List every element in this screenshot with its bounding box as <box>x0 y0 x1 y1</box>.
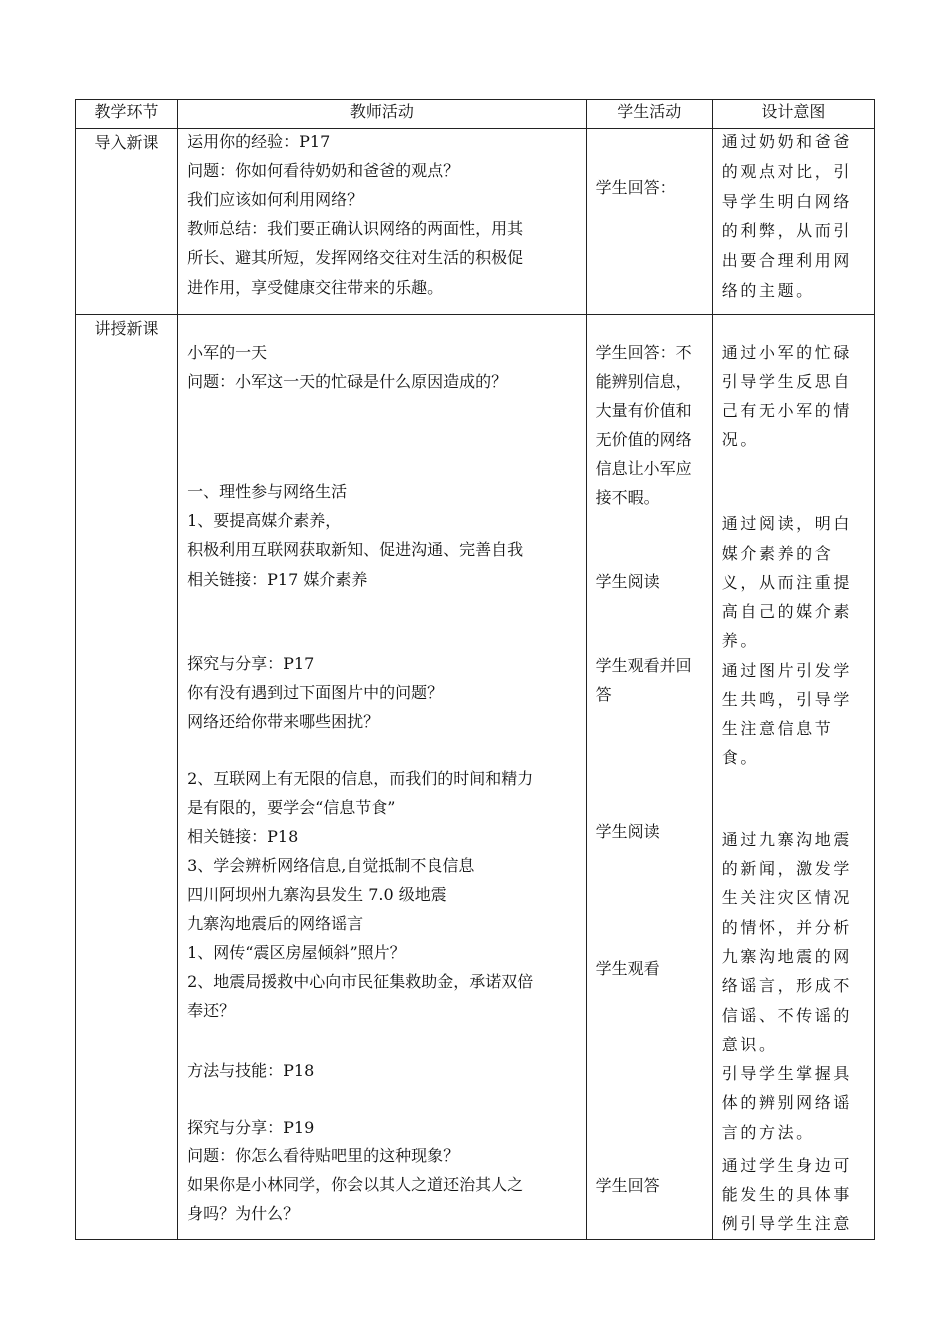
student-line: 学生阅读 <box>595 572 660 591</box>
intent-line: 生注意信息节 <box>721 719 834 738</box>
stage-cell: 讲授新课 <box>76 315 178 1240</box>
teacher-line: 探究与分享：P17 <box>187 654 315 673</box>
intent-line: 的新闻，激发学 <box>721 859 852 878</box>
teacher-line: 探究与分享：P19 <box>187 1118 315 1137</box>
student-activity-cell <box>586 315 712 1240</box>
intent-line: 意识。 <box>721 1035 778 1054</box>
teacher-line: 方法与技能：P18 <box>187 1061 315 1080</box>
intent-line: 的情怀，并分析 <box>721 918 852 937</box>
teacher-line: 2、地震局援救中心向市民征集救助金，承诺双倍 <box>187 972 534 991</box>
teacher-line: 奉还？ <box>187 1001 236 1020</box>
teacher-line: 问题：你如何看待奶奶和爸爸的观点？ <box>187 161 460 180</box>
teacher-line: 2、互联网上有无限的信息，而我们的时间和精力 <box>187 769 534 788</box>
teacher-line: 我们应该如何利用网络？ <box>187 190 364 209</box>
student-activity-cell <box>586 129 712 315</box>
teacher-activity-cell <box>178 315 587 1240</box>
design-intent-cell <box>712 315 874 1240</box>
student-line: 学生回答 <box>595 1176 660 1195</box>
intent-line: 信谣、不传谣的 <box>721 1006 852 1025</box>
teacher-line: 身吗？为什么？ <box>187 1204 300 1223</box>
teacher-line: 九寨沟地震后的网络谣言 <box>187 914 364 933</box>
intent-line: 的利弊，从而引 <box>721 221 852 240</box>
teacher-line: 相关链接：P18 <box>187 827 299 846</box>
teacher-activity-cell <box>178 129 587 315</box>
student-line: 大量有价值和 <box>595 401 692 420</box>
intent-line: 九寨沟地震的网 <box>721 947 852 966</box>
intent-line: 引导学生反思自 <box>721 372 852 391</box>
student-line: 学生回答：不 <box>595 343 692 362</box>
intent-line: 己有无小军的情 <box>721 401 852 420</box>
student-line: 答 <box>595 685 612 704</box>
design-intent-cell <box>712 129 874 315</box>
teacher-line: 小军的一天 <box>187 343 268 362</box>
teacher-line: 你有没有遇到过下面图片中的问题？ <box>187 683 444 702</box>
teacher-line: 问题：你怎么看待贴吧里的这种现象？ <box>187 1146 460 1165</box>
intent-line: 生共鸣，引导学 <box>721 690 852 709</box>
intent-line: 通过九寨沟地震 <box>721 830 852 849</box>
intent-line: 导学生明白网络 <box>721 192 852 211</box>
table-header-row <box>76 100 875 129</box>
teacher-line: 1、要提高媒介素养， <box>187 511 342 530</box>
stage-cell: 导入新课 <box>76 129 178 315</box>
student-line: 信息让小军应 <box>595 459 692 478</box>
lesson-plan-table <box>75 99 875 1240</box>
student-line: 学生回答： <box>595 178 676 197</box>
table-row <box>76 129 875 315</box>
student-line: 无价值的网络 <box>595 430 692 449</box>
intent-line: 况。 <box>721 430 759 449</box>
teacher-line: 所长、避其所短，发挥网络交往对生活的积极促 <box>187 248 524 267</box>
teacher-line: 是有限的，要学会“信息节食” <box>187 798 396 817</box>
intent-line: 养。 <box>721 631 759 650</box>
table-row <box>76 315 875 1240</box>
intent-line: 络的主题。 <box>721 281 815 300</box>
student-line: 能辨别信息， <box>595 372 692 391</box>
intent-line: 言的方法。 <box>721 1123 815 1142</box>
intent-line: 通过图片引发学 <box>721 661 852 680</box>
intent-line: 通过奶奶和爸爸 <box>721 132 852 151</box>
intent-line: 高自己的媒介素 <box>721 602 852 621</box>
intent-line: 义，从而注重提 <box>721 573 852 592</box>
intent-line: 生关注灾区情况 <box>721 888 852 907</box>
intent-line: 媒介素养的含 <box>721 544 834 563</box>
teacher-line: 如果你是小林同学，你会以其人之道还治其人之 <box>187 1175 524 1194</box>
header-student-activity: 学生活动 <box>586 100 712 129</box>
teacher-line: 1、网传“震区房屋倾斜”照片？ <box>187 943 406 962</box>
header-teacher-activity: 教师活动 <box>178 100 587 129</box>
teacher-line: 一、理性参与网络生活 <box>187 482 348 501</box>
teacher-line: 网络还给你带来哪些困扰？ <box>187 712 380 731</box>
teacher-line: 积极利用互联网获取新知、促进沟通、完善自我 <box>187 540 524 559</box>
intent-line: 络谣言，形成不 <box>721 976 852 995</box>
intent-line: 的观点对比，引 <box>721 162 852 181</box>
student-line: 学生观看 <box>595 959 660 978</box>
intent-line: 通过学生身边可 <box>721 1156 852 1175</box>
teacher-line: 进作用，享受健康交往带来的乐趣。 <box>187 278 444 297</box>
teacher-line: 相关链接：P17 媒介素养 <box>187 570 368 589</box>
student-line: 学生阅读 <box>595 822 660 841</box>
intent-line: 通过阅读，明白 <box>721 514 852 533</box>
header-stage: 教学环节 <box>76 100 178 129</box>
intent-line: 体的辨别网络谣 <box>721 1093 852 1112</box>
teacher-line: 3、学会辨析网络信息,自觉抵制不良信息 <box>187 856 475 875</box>
teacher-line: 四川阿坝州九寨沟县发生 7.0 级地震 <box>187 885 447 904</box>
header-design-intent: 设计意图 <box>712 100 874 129</box>
intent-line: 食。 <box>721 748 759 767</box>
student-line: 学生观看并回 <box>595 656 692 675</box>
intent-line: 出要合理利用网 <box>721 251 852 270</box>
teacher-line: 教师总结：我们要正确认识网络的两面性，用其 <box>187 219 524 238</box>
intent-line: 能发生的具体事 <box>721 1185 852 1204</box>
intent-line: 通过小军的忙碌 <box>721 343 852 362</box>
teacher-line: 问题：小军这一天的忙碌是什么原因造成的？ <box>187 372 508 391</box>
intent-line: 例引导学生注意 <box>721 1214 852 1233</box>
teacher-line: 运用你的经验：P17 <box>187 132 331 151</box>
student-line: 接不暇。 <box>595 488 660 507</box>
intent-line: 引导学生掌握具 <box>721 1064 852 1083</box>
